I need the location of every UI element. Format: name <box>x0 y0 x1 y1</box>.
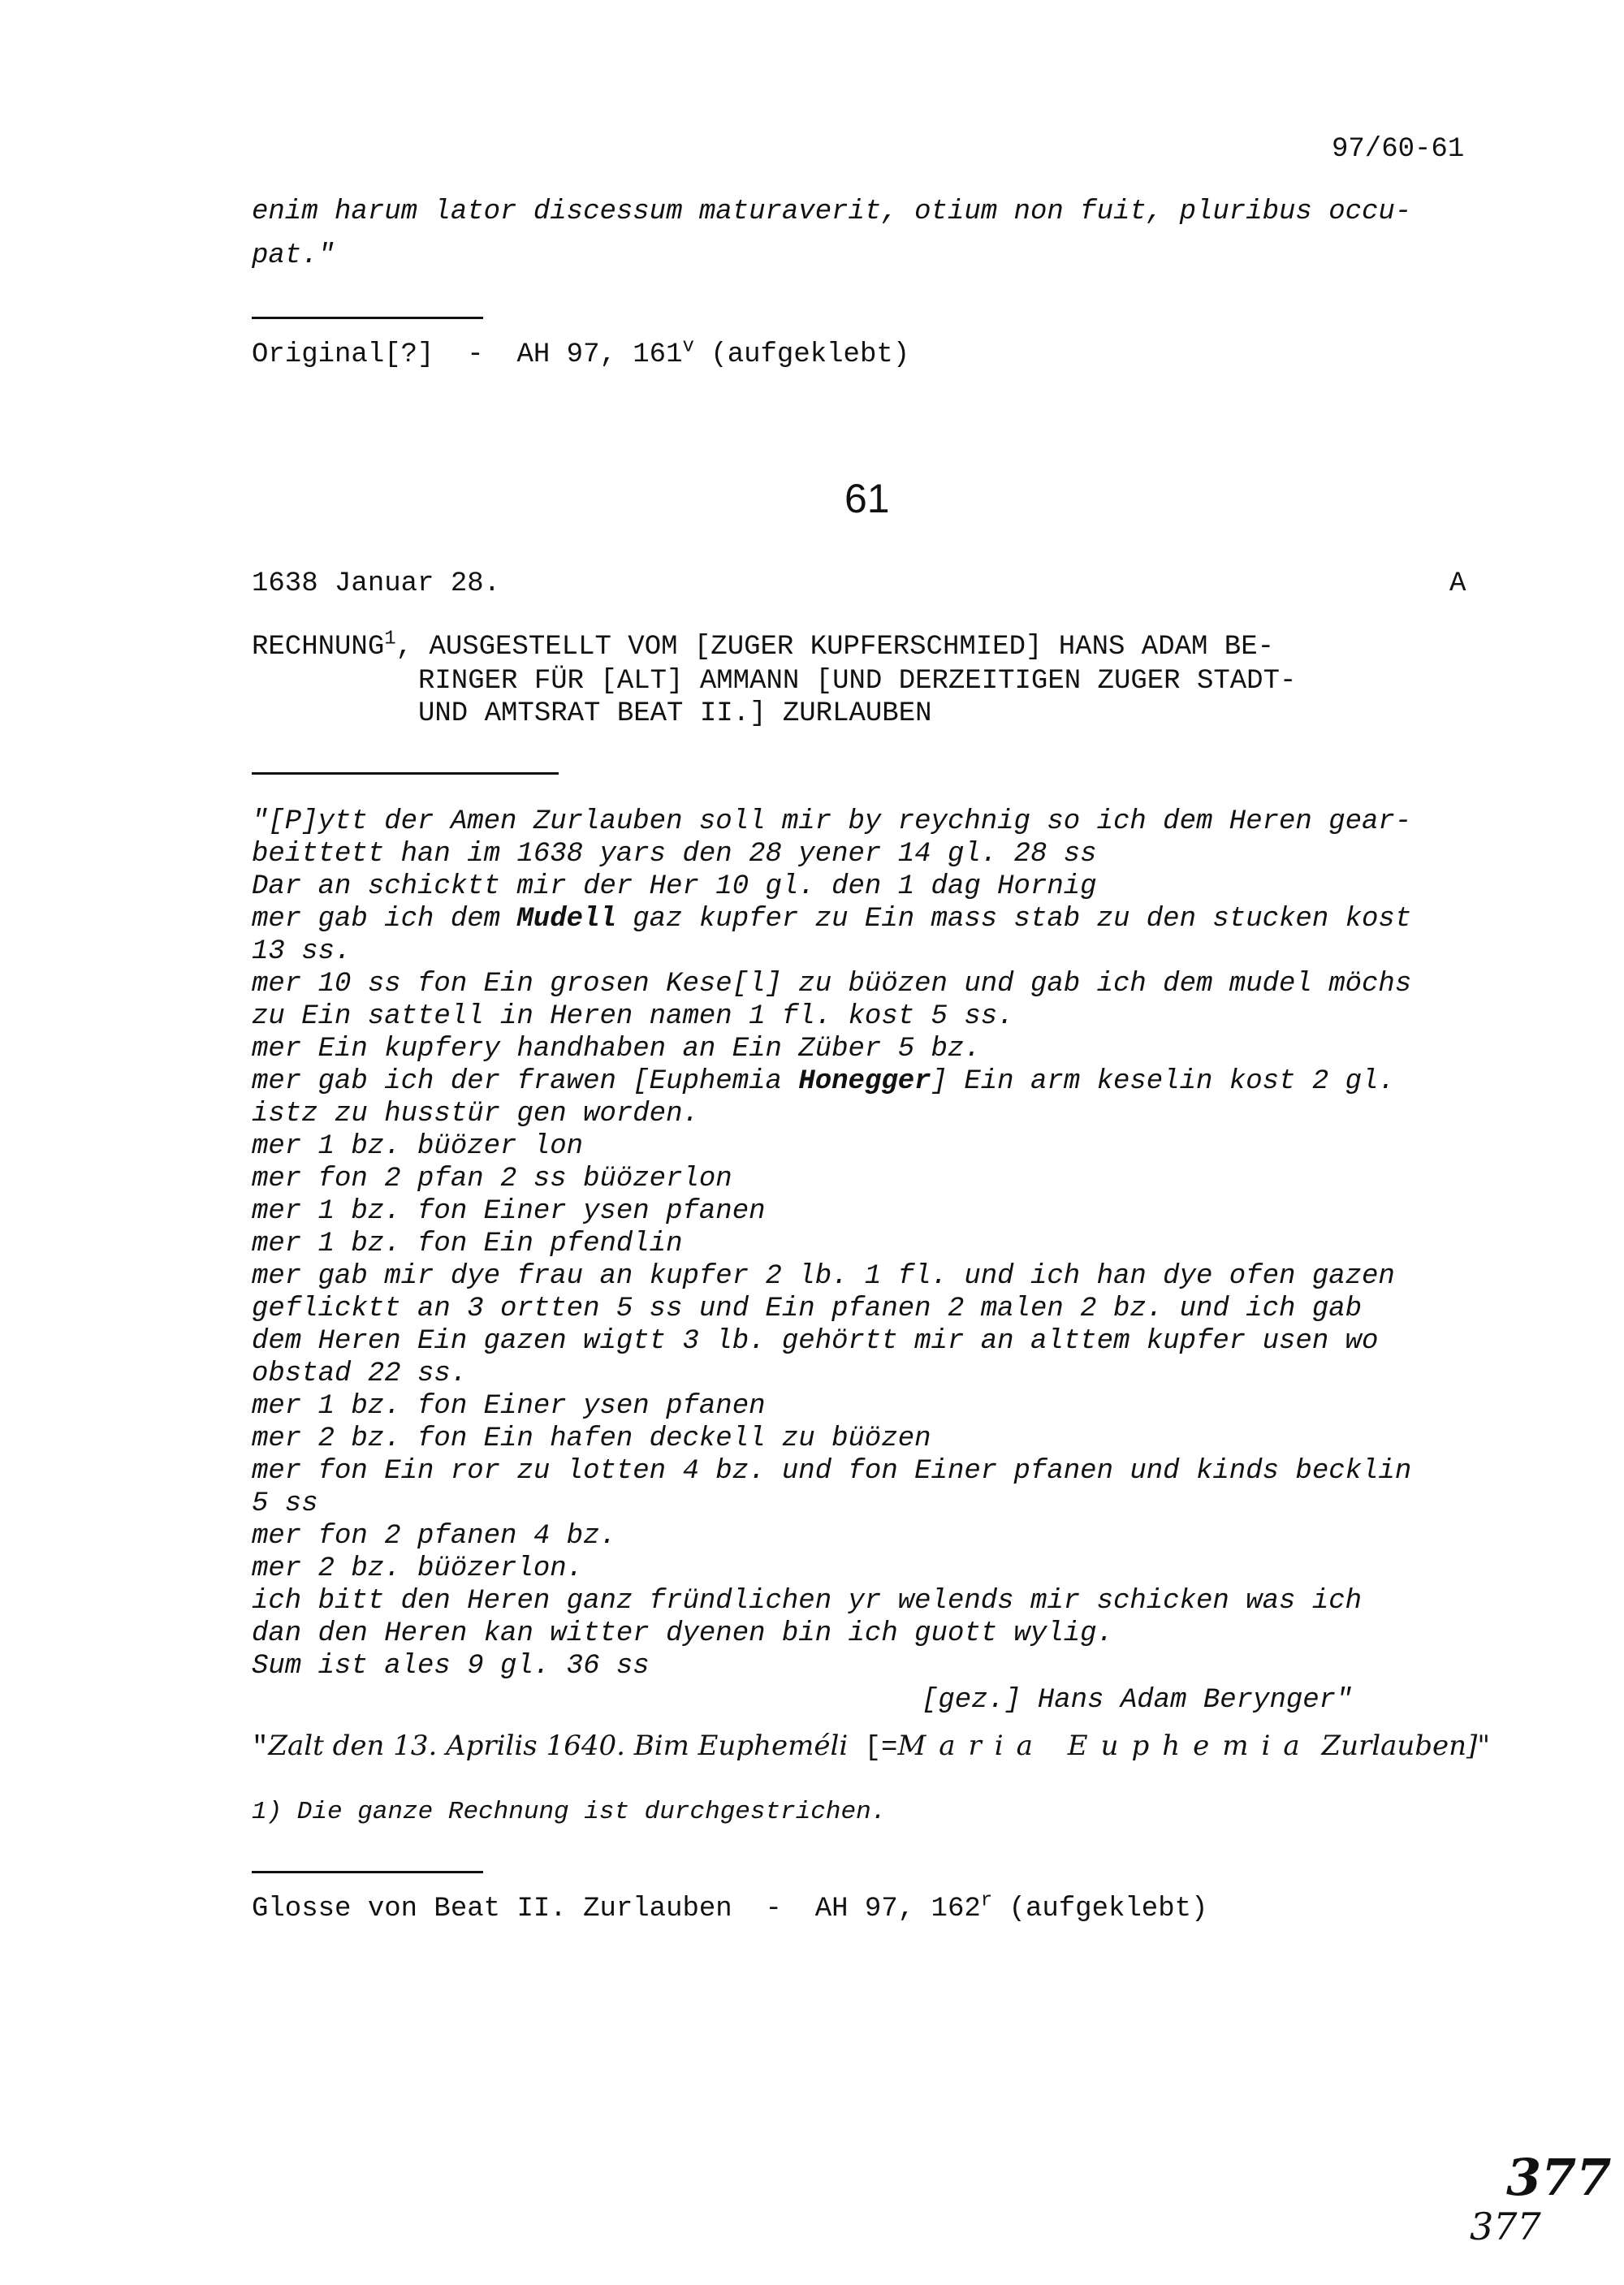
body-line: 5 ss <box>252 1488 318 1519</box>
previous-source-label: Original[?] - AH 97, 161 <box>252 339 683 370</box>
previous-quote-line-2: pat." <box>252 240 335 271</box>
gloss-source-sup: r <box>980 1890 993 1912</box>
gloss-end: Zurlauben]" <box>1312 1730 1490 1762</box>
gloss-open-quote: " <box>252 1733 269 1764</box>
body-text: gaz kupfer zu Ein mass stab zu den stucken kost <box>615 904 1412 935</box>
body-line: ich bitt den Heren ganz fründlichen yr welends mir schicken was ich <box>252 1586 1363 1617</box>
gloss-text: Zalt den 13. Aprilis 1640. Bim Eupheméli <box>268 1730 849 1762</box>
body-bold-name: Honegger <box>798 1066 931 1097</box>
document-title-line-3: UND AMTSRAT BEAT II.] ZURLAUBEN <box>418 698 932 729</box>
document-title-line-1 <box>252 628 1275 663</box>
footnote: 1) Die ganze Rechnung ist durchgestrichen. <box>252 1798 887 1826</box>
body-line: mer gab mir dye frau an kupfer 2 lb. 1 fl. und ich han dye ofen gazen <box>252 1261 1395 1292</box>
document-title-line-2: RINGER FÜR [ALT] AMMANN [UND DERZEITIGEN ZUGER STADT- <box>418 666 1297 697</box>
previous-source-line <box>252 335 910 370</box>
gloss-source-label: Glosse von Beat II. Zurlauben - AH 97, 162 <box>252 1894 981 1924</box>
body-line: mer 2 bz. büözerlon. <box>252 1553 584 1584</box>
title-footnote-marker: 1 <box>384 628 396 650</box>
body-line: Dar an schicktt mir der Her 10 gl. den 1 dag Hornig <box>252 871 1097 902</box>
document-date: 1638 Januar 28. <box>252 568 501 599</box>
handwritten-page-number-1: 377 <box>1506 2148 1612 2207</box>
page-reference: 97/60-61 <box>1332 134 1465 165</box>
body-line: Sum ist ales 9 gl. 36 ss <box>252 1651 650 1682</box>
handwritten-gloss <box>252 1730 1490 1764</box>
signature-line: [gez.] Hans Adam Berynger" <box>922 1685 1353 1716</box>
divider-rule-2 <box>252 772 559 775</box>
divider-rule-3 <box>252 1871 483 1873</box>
body-line: beittett han im 1638 yars den 28 yener 14 gl. 28 ss <box>252 839 1097 870</box>
body-bold-name: Mudell <box>516 904 616 935</box>
gloss-source-line <box>252 1890 1208 1924</box>
body-line: mer 1 bz. fon Ein pfendlin <box>252 1229 683 1259</box>
body-line: "[P]ytt der Amen Zurlauben soll mir by reychnig so ich dem Heren gear- <box>252 806 1412 837</box>
body-line: mer 1 bz. fon Einer ysen pfanen <box>252 1391 766 1422</box>
body-line: mer 1 bz. büözer lon <box>252 1131 584 1162</box>
gloss-bracket-open: [= <box>848 1733 898 1764</box>
previous-source-suffix: (aufgeklebt) <box>693 339 910 370</box>
body-line: obstad 22 ss. <box>252 1358 468 1389</box>
body-text: mer gab ich der frawen [Euphemia <box>252 1066 799 1097</box>
body-line: mer 1 bz. fon Einer ysen pfanen <box>252 1196 766 1227</box>
body-line: mer Ein kupfery handhaben an Ein Züber 5 bz. <box>252 1034 981 1065</box>
body-line: mer fon 2 pfan 2 ss büözerlon <box>252 1164 732 1194</box>
previous-quote-line-1: enim harum lator discessum maturaverit, otium non fuit, pluribus occu- <box>252 197 1412 227</box>
handwritten-page-number-2: 377 <box>1470 2205 1541 2248</box>
body-line <box>252 904 1411 935</box>
body-text: ] Ein arm keselin kost 2 gl. <box>931 1066 1395 1097</box>
document-number: 61 <box>844 476 890 521</box>
body-text: mer gab ich dem <box>252 904 517 935</box>
gloss-spaced-name: Maria Euphemia <box>897 1730 1313 1762</box>
gloss-source-suffix: (aufgeklebt) <box>992 1894 1208 1924</box>
body-line: mer 2 bz. fon Ein hafen deckell zu büözen <box>252 1423 931 1454</box>
body-line: geflicktt an 3 ortten 5 ss und Ein pfanen 2 malen 2 bz. und ich gab <box>252 1294 1363 1324</box>
body-line: dan den Heren kan witter dyenen bin ich guott wylig. <box>252 1618 1113 1649</box>
body-line <box>252 1066 1395 1097</box>
previous-source-sup: v <box>682 335 694 358</box>
body-line: mer 10 ss fon Ein grosen Kese[l] zu büözen und gab ich dem mudel möchs <box>252 969 1412 1000</box>
divider-rule-1 <box>252 317 483 319</box>
body-line: mer fon Ein ror zu lotten 4 bz. und fon Einer pfanen und kinds becklin <box>252 1456 1412 1487</box>
title-word: RECHNUNG <box>252 632 385 663</box>
body-line: zu Ein sattell in Heren namen 1 fl. kost 5 ss. <box>252 1001 1014 1032</box>
body-line: 13 ss. <box>252 936 352 967</box>
body-line: dem Heren Ein gazen wigtt 3 lb. gehörtt mir an alttem kupfer usen wo <box>252 1326 1379 1357</box>
title-rest: , AUSGESTELLT VOM [ZUGER KUPFERSCHMIED] HANS ADAM BE- <box>395 632 1275 663</box>
body-line: mer fon 2 pfanen 4 bz. <box>252 1521 616 1552</box>
document-type: A <box>1449 568 1466 599</box>
body-line: istz zu husstür gen worden. <box>252 1099 699 1130</box>
